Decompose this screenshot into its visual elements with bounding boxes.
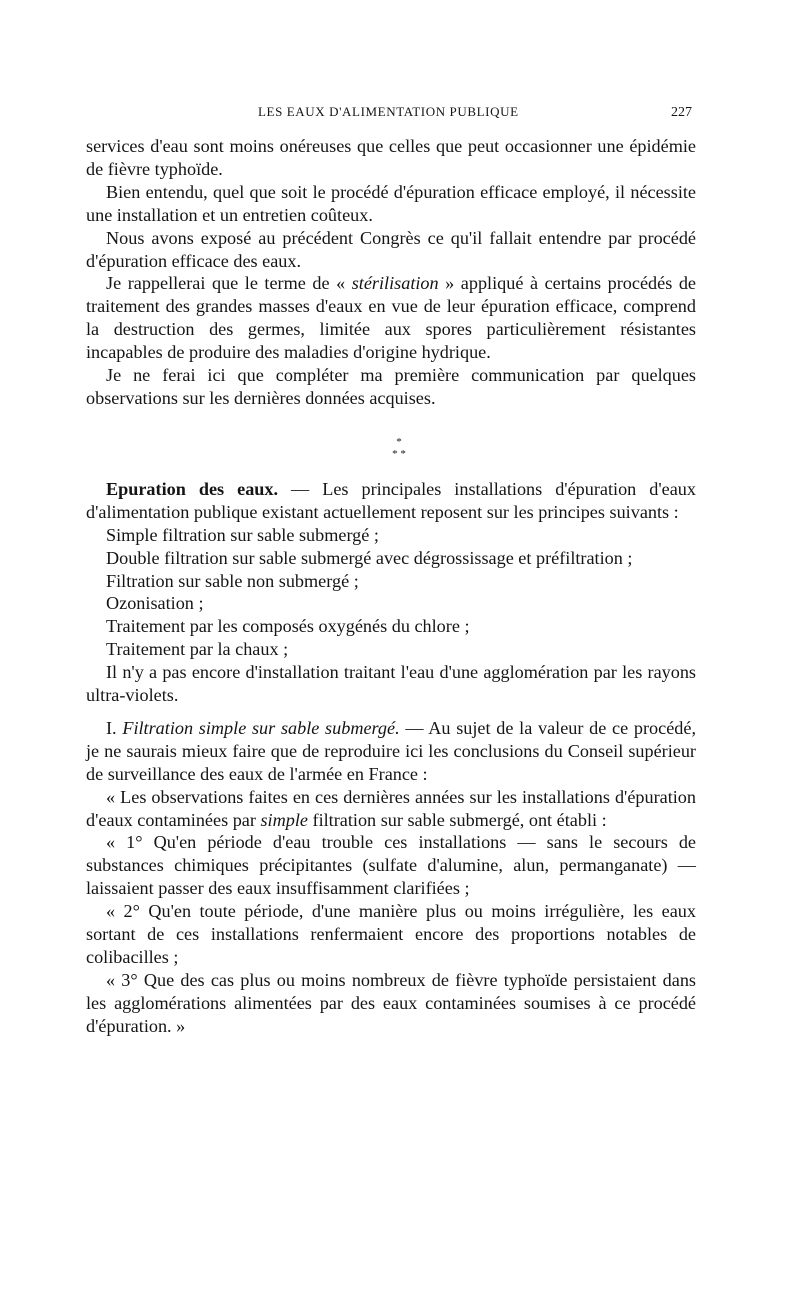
quote-point-2: « 2° Qu'en toute période, d'une manière plus ou moins irrégulière, les eaux sortant de ces installations renfermaient encore des proportions notables de colibacilles ; [86, 901, 696, 967]
method-item: Ozonisation ; [106, 593, 204, 614]
method-item: Filtration sur sable non submergé ; [106, 570, 359, 591]
section-number: I. [106, 717, 123, 738]
paragraph-text: — Au sujet de la valeur de ce procédé, je ne saurais mieux faire que de reproduire ici les conclusions du Conseil supérieur de surveillance des eaux de l'armée en France : [86, 717, 696, 784]
quote-text: filtration sur sable submergé, ont établi : [307, 809, 607, 830]
section-title: Filtration simple sur sable submergé. [122, 717, 400, 738]
page-number: 227 [671, 105, 692, 120]
method-item: Simple filtration sur sable submergé ; [106, 524, 379, 545]
paragraph-text: » appliqué à certains procédés de traitement des grandes masses d'eaux en vue de leur épuration efficace, comprend la destruction des germes, limitée aux spores particulièrement résistantes incapables de produire des maladies d'origine hydrique. [86, 273, 696, 363]
quote-intro [86, 786, 696, 832]
asterism-bottom: * * [392, 447, 406, 460]
paragraph-text: Je rappellerai que le terme de « [106, 273, 352, 294]
asterism-top: * [396, 435, 402, 448]
asterism-separator [102, 436, 696, 460]
quote-text: « Les observations faites en ces dernières années sur les installations d'épuration d'eaux contaminées par [86, 786, 696, 830]
section-one-intro [86, 717, 696, 786]
paragraph-text: — Les principales installations d'épuration d'eaux d'alimentation publique existant actuellement reposent sur les principes suivants : [86, 478, 696, 522]
method-text: Double filtration sur sable submergé avec dégrossissage et préfiltration ; [106, 547, 633, 568]
italic-term: simple [260, 809, 308, 830]
intro-paragraph-5: Je ne ferai ici que compléter ma première communication par quelques observations sur les dernières données acquises. [86, 365, 696, 408]
intro-paragraph-4 [86, 272, 696, 364]
epuration-closing: Il n'y a pas encore d'installation traitant l'eau d'une agglomération par les rayons ultra-violets. [86, 662, 696, 706]
quote-point-3: « 3° Que des cas plus ou moins nombreux de fièvre typhoïde persistaient dans les agglomérations alimentées par des eaux contaminées soumises à ce procédé d'épuration. » [86, 969, 696, 1036]
intro-paragraph-2: Bien entendu, quel que soit le procédé d'épuration efficace employé, il nécessite une installation et un entretien coûteux. [86, 181, 696, 225]
epuration-paragraph [86, 478, 696, 524]
method-item [86, 547, 696, 570]
intro-paragraph-3: Nous avons exposé au précédent Congrès ce qu'il fallait entendre par procédé d'épuration efficace des eaux. [86, 227, 696, 271]
running-title: LES EAUX D'ALIMENTATION PUBLIQUE [258, 104, 519, 119]
quote-point-1: « 1° Qu'en période d'eau trouble ces installations — sans le secours de substances chimiques précipitantes (sulfate d'alumine, alun, permanganate) — laissaient passer des eaux insuffisamment clarifiées ; [86, 832, 696, 899]
page-header [86, 104, 696, 121]
book-page [86, 104, 696, 1038]
section-heading: Epuration des eaux. [106, 478, 279, 499]
intro-paragraph-1: services d'eau sont moins onéreuses que celles que peut occasionner une épidémie de fièvre typhoïde. [86, 136, 696, 179]
method-item: Traitement par les composés oxygénés du chlore ; [106, 616, 470, 637]
italic-term: stérilisation [351, 273, 439, 294]
method-item: Traitement par la chaux ; [106, 639, 289, 660]
